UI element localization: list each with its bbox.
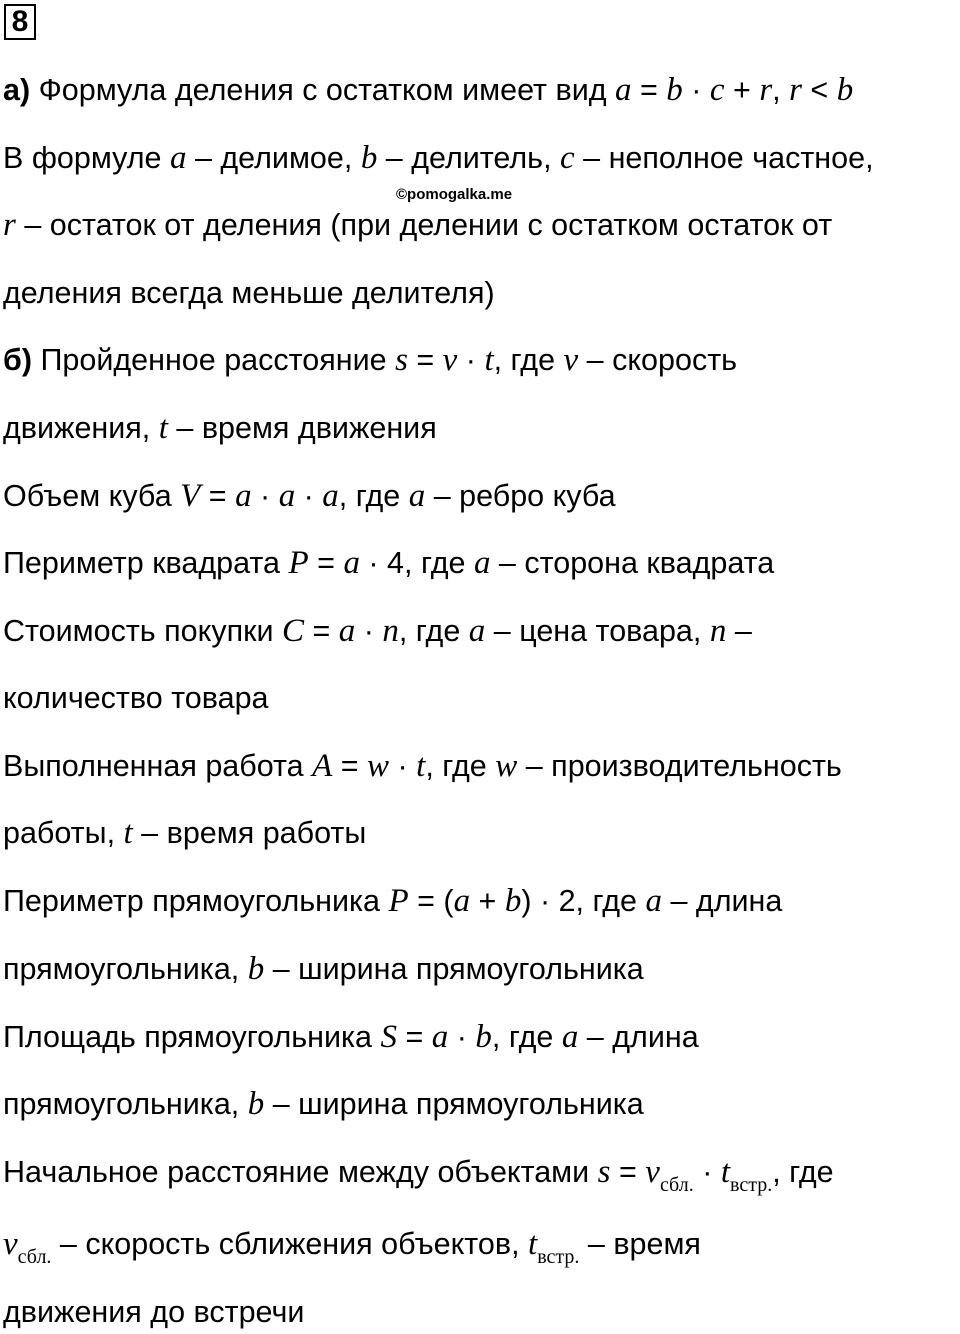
op: · (693, 1155, 721, 1189)
var-b: b (360, 140, 378, 176)
var-A: A (312, 748, 333, 784)
text: В формуле (3, 141, 170, 175)
text: , где (425, 749, 496, 783)
text: – время (579, 1227, 701, 1261)
var-b: b (475, 1019, 492, 1055)
var-b: b (247, 1086, 265, 1122)
square-perimeter-line (3, 545, 774, 581)
text: Стоимость покупки (3, 614, 282, 648)
rect-area-line (3, 1019, 699, 1055)
text: движения, (3, 411, 159, 445)
var-a: a (235, 478, 252, 514)
text: Пройденное расстояние (32, 343, 396, 377)
text: Формула деления с остатком имеет вид (30, 73, 616, 107)
text: прямоугольника, (3, 952, 248, 986)
var-S: S (380, 1019, 397, 1055)
var-a: a (343, 545, 360, 581)
op: = (631, 73, 667, 107)
op: · (355, 614, 383, 648)
part-a-remainder-line (3, 207, 832, 243)
text: – остаток от деления (при делении с остатком остаток от (15, 208, 833, 242)
var-C: C (281, 613, 304, 649)
var-r: r (759, 72, 773, 108)
var-a: a (473, 545, 491, 581)
part-b-label: б) (3, 343, 32, 377)
var-t: t (720, 1154, 730, 1190)
op: < (801, 73, 837, 107)
work-definition-line (3, 815, 366, 851)
var-a: a (322, 478, 339, 514)
var-t: t (123, 815, 133, 851)
text: – длина (578, 1020, 699, 1054)
text: – длина (662, 884, 783, 918)
op: , (772, 73, 790, 107)
op: + (724, 73, 760, 107)
text: , где (491, 1020, 562, 1054)
var-v: v (563, 342, 579, 378)
text: – скорость сближения объектов, (51, 1227, 529, 1261)
var-b: b (504, 883, 522, 919)
var-t: t (416, 748, 426, 784)
text: – делимое, (186, 141, 361, 175)
text: · 4, где (359, 546, 474, 580)
text: , где (772, 1155, 834, 1189)
var-w: w (495, 748, 518, 784)
op: = (407, 343, 443, 377)
op: · (295, 479, 323, 513)
op: = (610, 1155, 646, 1189)
var-a: a (453, 883, 471, 919)
text: ) · 2, где (521, 884, 646, 918)
initial-distance-line (3, 1154, 834, 1194)
purchase-definition-line: количество товара (3, 681, 269, 715)
var-v: v (645, 1154, 660, 1190)
var-a: a (615, 72, 632, 108)
var-r: r (789, 72, 802, 108)
op: + (470, 884, 505, 918)
var-t: t (158, 410, 168, 446)
text: работы, (3, 816, 124, 850)
task-number-box: 8 (4, 4, 36, 40)
var-a: a (561, 1019, 579, 1055)
text: прямоугольника, (3, 1087, 248, 1121)
var-n: n (382, 613, 399, 649)
text: Площадь прямоугольника (3, 1020, 381, 1054)
text: – цена товара, (485, 614, 710, 648)
var-v: v (442, 342, 458, 378)
op: = (200, 479, 236, 513)
var-t: t (528, 1226, 538, 1262)
var-n: n (709, 613, 727, 649)
text: , где (338, 479, 409, 513)
text: – сторона квадрата (490, 546, 775, 580)
subscript: сбл. (659, 1174, 694, 1196)
var-s: s (597, 1154, 611, 1190)
subscript: сбл. (17, 1246, 52, 1268)
cube-volume-line (3, 478, 616, 514)
rect-perimeter-definition-line (3, 951, 644, 987)
var-s: s (395, 342, 408, 378)
rect-perimeter-line (3, 883, 782, 919)
var-P: P (288, 545, 309, 581)
var-b: b (836, 72, 854, 108)
text: – делитель, (377, 141, 561, 175)
var-V: V (180, 478, 201, 514)
op: = (397, 1020, 432, 1054)
text: – время работы (132, 816, 367, 850)
op: = (303, 614, 339, 648)
text: – производительность (517, 749, 842, 783)
text: , где (493, 343, 564, 377)
var-t: t (484, 342, 494, 378)
var-r: r (3, 207, 16, 243)
work-formula-line (3, 748, 842, 784)
op: = (332, 749, 368, 783)
op: · (457, 343, 485, 377)
var-a: a (431, 1019, 449, 1055)
var-b: b (247, 951, 265, 987)
part-a-definitions-line (3, 140, 874, 176)
initial-distance-definition-line (3, 1226, 701, 1266)
text: – ширина прямоугольника (264, 1087, 644, 1121)
text: Объем куба (3, 479, 181, 513)
part-a-label: а) (3, 73, 31, 107)
var-a: a (338, 613, 356, 649)
text: , где (398, 614, 469, 648)
op: = (308, 546, 344, 580)
text: Периметр квадрата (3, 546, 289, 580)
text: – ширина прямоугольника (264, 952, 644, 986)
text: – неполное частное, (574, 141, 874, 175)
text: Периметр прямоугольника (3, 884, 389, 918)
var-a: a (645, 883, 662, 919)
var-a: a (408, 478, 426, 514)
text: – время движения (167, 411, 437, 445)
op: · (251, 479, 279, 513)
var-b: b (666, 72, 683, 108)
watermark: ©pomogalka.me (396, 186, 513, 203)
var-c: c (709, 72, 725, 108)
text: – (726, 614, 752, 648)
text: – ребро куба (425, 479, 616, 513)
op: · (389, 749, 417, 783)
part-a-note-line: деления всегда меньше делителя) (3, 276, 495, 310)
op: = ( (408, 884, 454, 918)
var-a: a (169, 140, 187, 176)
text: Выполненная работа (3, 749, 313, 783)
var-P: P (388, 883, 409, 919)
var-c: c (560, 140, 575, 176)
var-a: a (468, 613, 486, 649)
part-a-formula-line (3, 72, 853, 108)
var-v: v (3, 1226, 18, 1262)
rect-area-definition-line (3, 1086, 644, 1122)
text: – скорость (578, 343, 738, 377)
subscript: встр. (537, 1246, 580, 1268)
purchase-cost-line (3, 613, 752, 649)
subscript: встр. (730, 1174, 773, 1196)
distance-definition-line (3, 410, 437, 446)
var-w: w (367, 748, 390, 784)
var-a: a (278, 478, 296, 514)
initial-distance-definition-end-line: движения до встречи (3, 1295, 305, 1329)
text: Начальное расстояние между объектами (3, 1155, 598, 1189)
op: · (448, 1020, 476, 1054)
distance-formula-line (3, 342, 737, 378)
op: · (682, 73, 710, 107)
